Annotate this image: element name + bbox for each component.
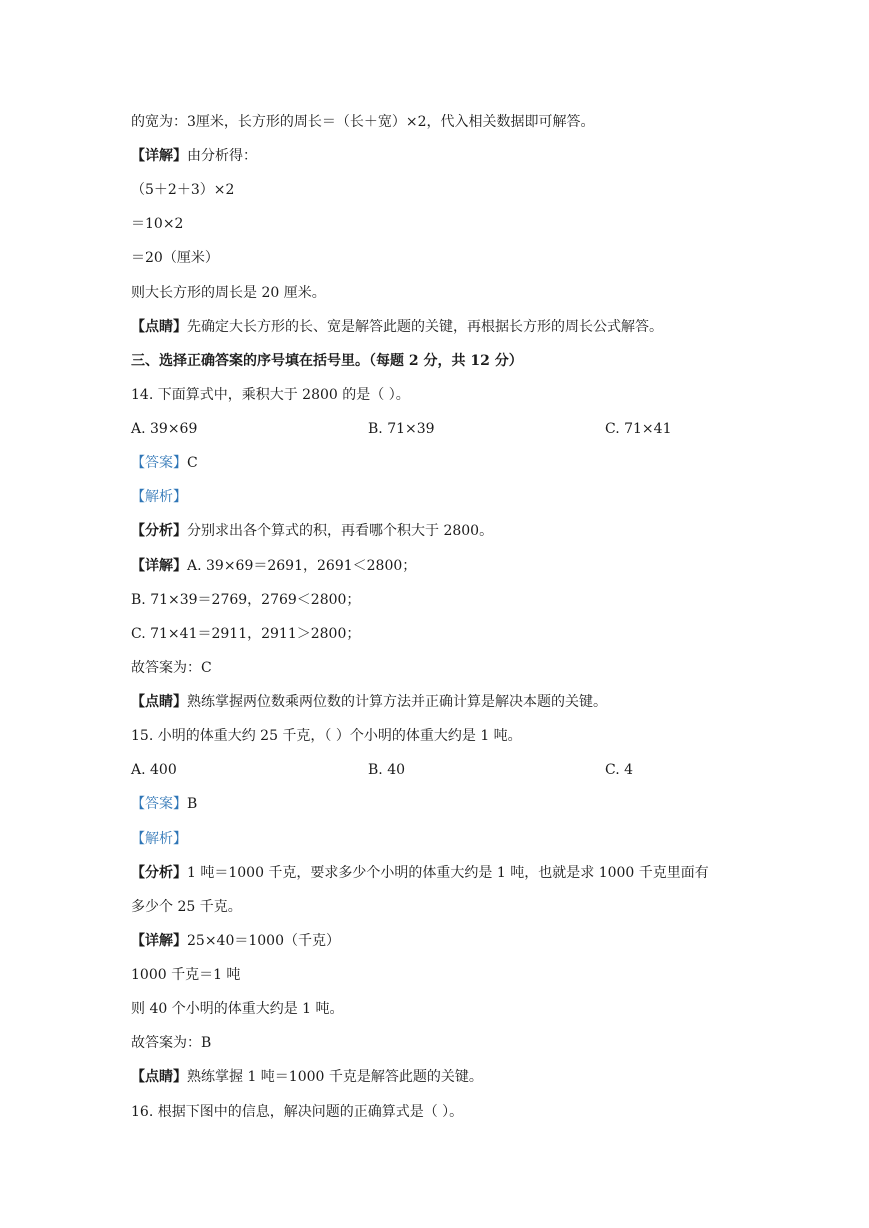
prev-calc-1: （5＋2＋3）×2: [131, 182, 235, 198]
q16-stem: 16. 根据下图中的信息，解决问题的正确算式是（ ）。: [131, 1104, 464, 1120]
prev-conclusion: 则大长方形的周长是 20 厘米。: [131, 285, 326, 301]
q15-comment: [131, 1067, 483, 1087]
q15-analysis: [131, 863, 709, 883]
detail-text: 25×40＝1000（千克）: [187, 933, 340, 949]
detail-text: A. 39×69＝2691，2691＜2800；: [187, 558, 417, 574]
q15-answer: [131, 794, 197, 814]
q14-final: 故答案为：C: [131, 660, 212, 676]
q15-option-a: A. 400: [131, 762, 177, 778]
q14-jiexi-tag: 【解析】: [131, 489, 187, 505]
detail-tag: 【详解】: [131, 558, 187, 574]
q14-analysis: [131, 521, 493, 541]
comment-tag: 【点睛】: [131, 1069, 187, 1085]
comment-tag: 【点睛】: [131, 319, 187, 335]
answer-value: C: [187, 455, 198, 471]
q15-option-b: B. 40: [368, 762, 406, 778]
q15-final: 故答案为：B: [131, 1035, 212, 1051]
q14-answer: [131, 453, 198, 473]
section-heading: 三、选择正确答案的序号填在括号里。（每题 2 分，共 12 分）: [131, 353, 523, 369]
q14-option-b: B. 71×39: [368, 421, 435, 437]
answer-value: B: [187, 796, 198, 812]
detail-tag: 【详解】: [131, 933, 187, 949]
detail-text: 由分析得：: [187, 148, 257, 164]
prev-detail: [131, 146, 257, 166]
q15-detail-1: [131, 931, 340, 951]
q15-jiexi-tag: 【解析】: [131, 831, 187, 847]
prev-comment: [131, 317, 663, 337]
q15-option-c: C. 4: [605, 762, 634, 778]
analysis-text: 分别求出各个算式的积，再看哪个积大于 2800。: [187, 523, 494, 539]
answer-tag: 【答案】: [131, 796, 187, 812]
q14-comment: [131, 692, 607, 712]
prev-calc-3: ＝20（厘米）: [131, 250, 219, 266]
q15-detail-2: 1000 千克＝1 吨: [131, 967, 241, 983]
q14-option-c: C. 71×41: [605, 421, 672, 437]
q14-detail-b: B. 71×39＝2769，2769＜2800；: [131, 592, 361, 608]
prev-analysis-tail: 的宽为：3厘米，长方形的周长＝（长＋宽）×2，代入相关数据即可解答。: [131, 114, 595, 130]
q14-stem: 14. 下面算式中，乘积大于 2800 的是（ ）。: [131, 387, 410, 403]
comment-tag: 【点睛】: [131, 694, 187, 710]
q15-stem: 15. 小明的体重大约 25 千克，（ ）个小明的体重大约是 1 吨。: [131, 728, 522, 744]
analysis-tag: 【分析】: [131, 523, 187, 539]
q14-detail-c: C. 71×41＝2911，2911＞2800；: [131, 626, 361, 642]
q15-analysis-cont: 多少个 25 千克。: [131, 899, 242, 915]
comment-text: 熟练掌握 1 吨＝1000 千克是解答此题的关键。: [187, 1069, 483, 1085]
q14-detail-a: [131, 556, 416, 576]
detail-tag: 【详解】: [131, 148, 187, 164]
prev-calc-2: ＝10×2: [131, 216, 184, 232]
q14-option-a: A. 39×69: [131, 421, 198, 437]
q15-detail-3: 则 40 个小明的体重大约是 1 吨。: [131, 1001, 344, 1017]
comment-text: 熟练掌握两位数乘两位数的计算方法并正确计算是解决本题的关键。: [187, 694, 607, 710]
comment-text: 先确定大长方形的长、宽是解答此题的关键，再根据长方形的周长公式解答。: [187, 319, 663, 335]
analysis-text: 1 吨＝1000 千克，要求多少个小明的体重大约是 1 吨，也就是求 1000 千克里面有: [187, 865, 709, 881]
analysis-tag: 【分析】: [131, 865, 187, 881]
answer-tag: 【答案】: [131, 455, 187, 471]
